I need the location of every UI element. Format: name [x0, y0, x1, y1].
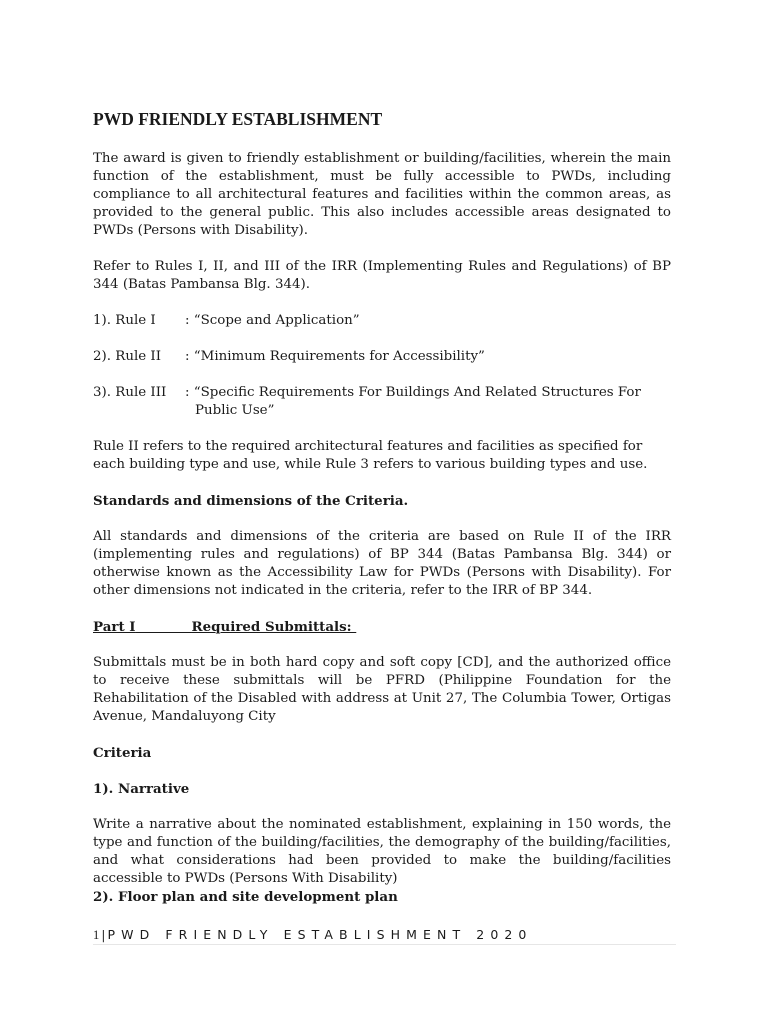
rule-item — [93, 312, 671, 330]
page-footer — [93, 926, 676, 945]
document-title: PWD FRIENDLY ESTABLISHMENT — [93, 109, 383, 129]
rule-title: : “Specific Requirements For Buildings And Related Structures For — [185, 385, 641, 400]
criteria-heading: Criteria — [93, 745, 152, 761]
footer-title: PWD FRIENDLY ESTABLISHMENT 2020 — [107, 927, 533, 942]
rule-title: : “Minimum Requirements for Accessibility” — [185, 349, 485, 364]
intro-paragraph: The award is given to friendly establishment or building/facilities, wherein the main function of the establishment, must be fully accessible to PWDs, including compliance to all architectural features and facilities within the common areas, as provided to the general public. This also includes accessible areas designated to PWDs (Persons with Disability). — [93, 151, 671, 238]
rule-title-continuation: Public Use” — [195, 403, 275, 418]
rule-number: 3). Rule III — [93, 385, 167, 400]
part1-spacer — [136, 619, 192, 635]
rule-note-paragraph: Rule II refers to the required architectural features and facilities as specified for each building type and use, while Rule 3 refers to various building types and use. — [93, 439, 648, 472]
narrative-heading: 1). Narrative — [93, 781, 190, 797]
submittals-paragraph: Submittals must be in both hard copy and soft copy [CD], and the authorized office to receive these submittals will be PFRD (Philippine Foundation for the Rehabilitation of the Disabled with address at Unit 27, The Columbia Tower, Ortigas Avenue, Mandaluyong City — [93, 655, 671, 724]
document-body — [93, 108, 671, 924]
part1-title: Required Submittals: — [191, 619, 357, 635]
part1-label: Part I — [93, 619, 136, 635]
floorplan-heading: 2). Floor plan and site development plan — [93, 889, 398, 905]
rule-number: 1). Rule I — [93, 313, 156, 328]
refer-paragraph: Refer to Rules I, II, and III of the IRR (Implementing Rules and Regulations) of BP 344 (Batas Pambansa Blg. 344). — [93, 259, 671, 292]
standards-heading: Standards and dimensions of the Criteria. — [93, 493, 409, 509]
narrative-paragraph: Write a narrative about the nominated establishment, explaining in 150 words, the type and function of the building/facilities, the demography of the building/facilities, and what considerations had been provided to make the building/facilities accessible to PWDs (Persons With Disability) — [93, 817, 671, 886]
rule-item — [93, 384, 671, 420]
footer-page-number: 1 — [93, 928, 100, 942]
part1-heading — [93, 618, 671, 636]
standards-paragraph: All standards and dimensions of the criteria are based on Rule II of the IRR (implementing rules and regulations) of BP 344 (Batas Pambansa Blg. 344) or otherwise known as the Accessibility Law for PWDs (Persons with Disability). For other dimensions not indicated in the criteria, refer to the IRR of BP 344. — [93, 529, 671, 598]
rule-title: : “Scope and Application” — [185, 313, 360, 328]
rule-item — [93, 348, 671, 366]
rule-number: 2). Rule II — [93, 349, 162, 364]
footer-separator: | — [101, 927, 106, 942]
rule-title-multiline — [185, 384, 671, 420]
